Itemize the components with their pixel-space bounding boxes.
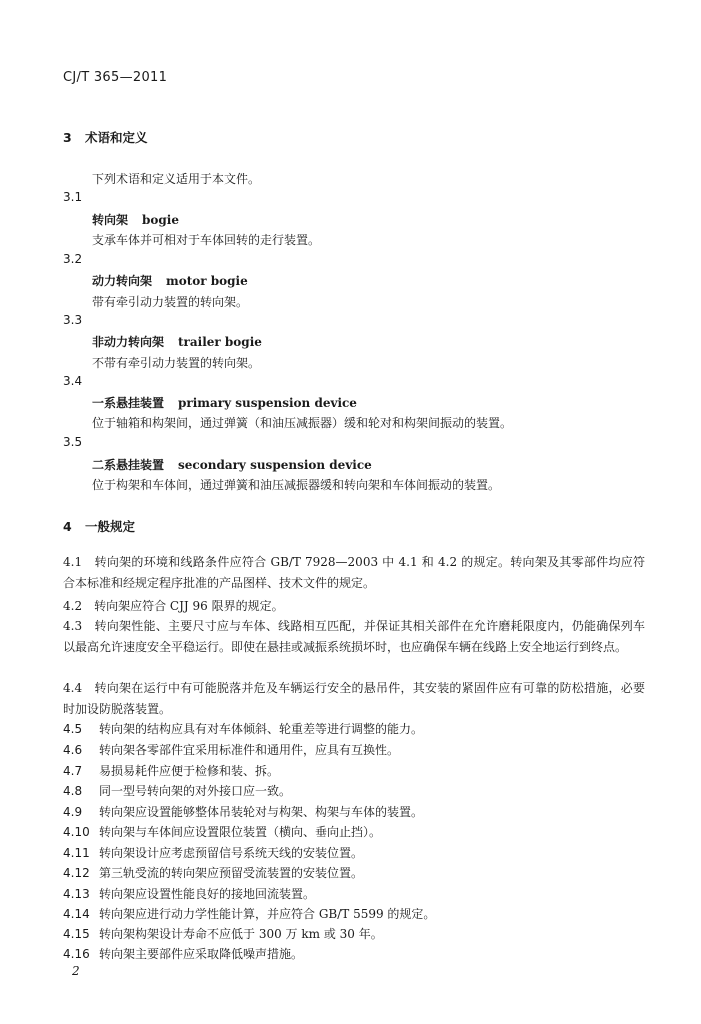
section-title-text: 一般规定 [85,519,136,534]
clause-item [63,905,435,922]
section-title-text: 术语和定义 [85,130,148,145]
section-4-title [63,517,135,535]
clause-4-1: 4.1 转向架的环境和线路条件应符合 GB/T 7928—2003 中 4.1 和 4.2 的规定。转向架及其零部件均应符合本标准和经规定程序批准的产品图样、技术文件的规定。 [63,555,645,590]
clause-4-3: 4.3 转向架性能、主要尺寸应与车体、线路相互匹配，并保证其相关部件在允许磨耗限度内，仍能确保列车以最高允许速度安全平稳运行。即使在悬挂或减振系统损坏时，也应确保车辆在线路上安全地运行到终点。 [63,619,645,654]
term-en: secondary suspension device [178,458,372,472]
term-heading [92,211,179,228]
term-definition: 支承车体并可相对于车体回转的走行装置。 [92,233,321,247]
term-number: 3.5 [63,435,83,449]
term-en: motor bogie [166,274,248,288]
term-en: bogie [142,213,179,227]
clause-text: 同一型号转向架的对外接口应一致。 [99,784,292,798]
section-number: 4 [63,519,72,534]
term-number: 3.2 [63,252,83,266]
term-definition: 带有牵引动力装置的转向架。 [92,295,249,309]
clause-item [63,741,399,758]
term-cn: 转向架 [92,213,129,227]
term-definition: 不带有牵引动力装置的转向架。 [92,356,261,370]
clause-text: 转向架各零部件宜采用标准件和通用件，应具有互换性。 [99,743,400,757]
term-en: primary suspension device [178,396,357,410]
term-cn: 二系悬挂装置 [92,458,165,472]
clause-number: 4.16 [63,947,90,961]
clause-number: 4.5 [63,722,83,736]
term-number: 3.4 [63,374,83,388]
clause-text: 转向架应设置性能良好的接地回流装置。 [99,887,316,901]
term-heading [92,272,248,289]
clause-4-4: 4.4 转向架在运行中有可能脱落并危及车辆运行安全的悬吊件，其安装的紧固件应有可靠的防松措施，必要时加设防脱落装置。 [63,681,645,716]
clause-text: 转向架应进行动力学性能计算，并应符合 GB/T 5599 的规定。 [99,907,436,921]
term-cn: 非动力转向架 [92,335,165,349]
clause-number: 4.8 [63,784,83,798]
clause-number: 4.15 [63,927,90,941]
clause-number: 4.12 [63,866,90,880]
clause-text: 转向架的结构应具有对车体倾斜、轮重差等进行调整的能力。 [99,722,424,736]
clause-text: 易损易耗件应便于检修和装、拆。 [99,764,280,778]
clause-item [63,885,315,902]
section-3-intro: 下列术语和定义适用于本文件。 [92,172,261,186]
clause-number: 4.13 [63,887,90,901]
term-en: trailer bogie [178,335,262,349]
clause-text: 转向架与车体间应设置限位装置（横向、垂向止挡）。 [99,825,382,839]
term-heading [92,333,262,350]
clause-item [63,844,363,861]
clause-item [63,823,381,840]
clause-item [63,720,423,737]
clause-item [63,945,303,962]
section-number: 3 [63,130,72,145]
clause-text: 转向架主要部件应采取降低噪声措施。 [99,947,304,961]
clause-text: 转向架构架设计寿命不应低于 300 万 km 或 30 年。 [99,927,383,941]
clause-4-2: 4.2 转向架应符合 CJJ 96 限界的规定。 [63,599,284,613]
document-header: CJ/T 365—2011 [63,70,168,85]
clause-item [63,782,291,799]
term-number: 3.1 [63,190,83,204]
clause-number: 4.14 [63,907,90,921]
clause-text: 转向架设计应考虑预留信号系统天线的安装位置。 [99,846,364,860]
term-heading [92,456,372,473]
term-heading [92,394,357,411]
section-3-title [63,128,148,146]
clause-number: 4.7 [63,764,83,778]
clause-item [63,803,423,820]
clause-item [63,864,363,881]
clause-number: 4.6 [63,743,83,757]
clause-number: 4.11 [63,846,90,860]
term-definition: 位于构架和车体间，通过弹簧和油压减振器缓和转向架和车体间振动的装置。 [92,478,501,492]
clause-text: 转向架应设置能够整体吊装轮对与构架、构架与车体的装置。 [99,805,424,819]
clause-item [63,762,279,779]
term-cn: 一系悬挂装置 [92,396,165,410]
clause-number: 4.10 [63,825,90,839]
clause-number: 4.9 [63,805,83,819]
page-number: 2 [72,964,80,978]
clause-text: 第三轨受流的转向架应预留受流装置的安装位置。 [99,866,364,880]
term-cn: 动力转向架 [92,274,153,288]
clause-item [63,925,383,942]
term-number: 3.3 [63,313,83,327]
term-definition: 位于轴箱和构架间，通过弹簧（和油压减振器）缓和轮对和构架间振动的装置。 [92,416,513,430]
